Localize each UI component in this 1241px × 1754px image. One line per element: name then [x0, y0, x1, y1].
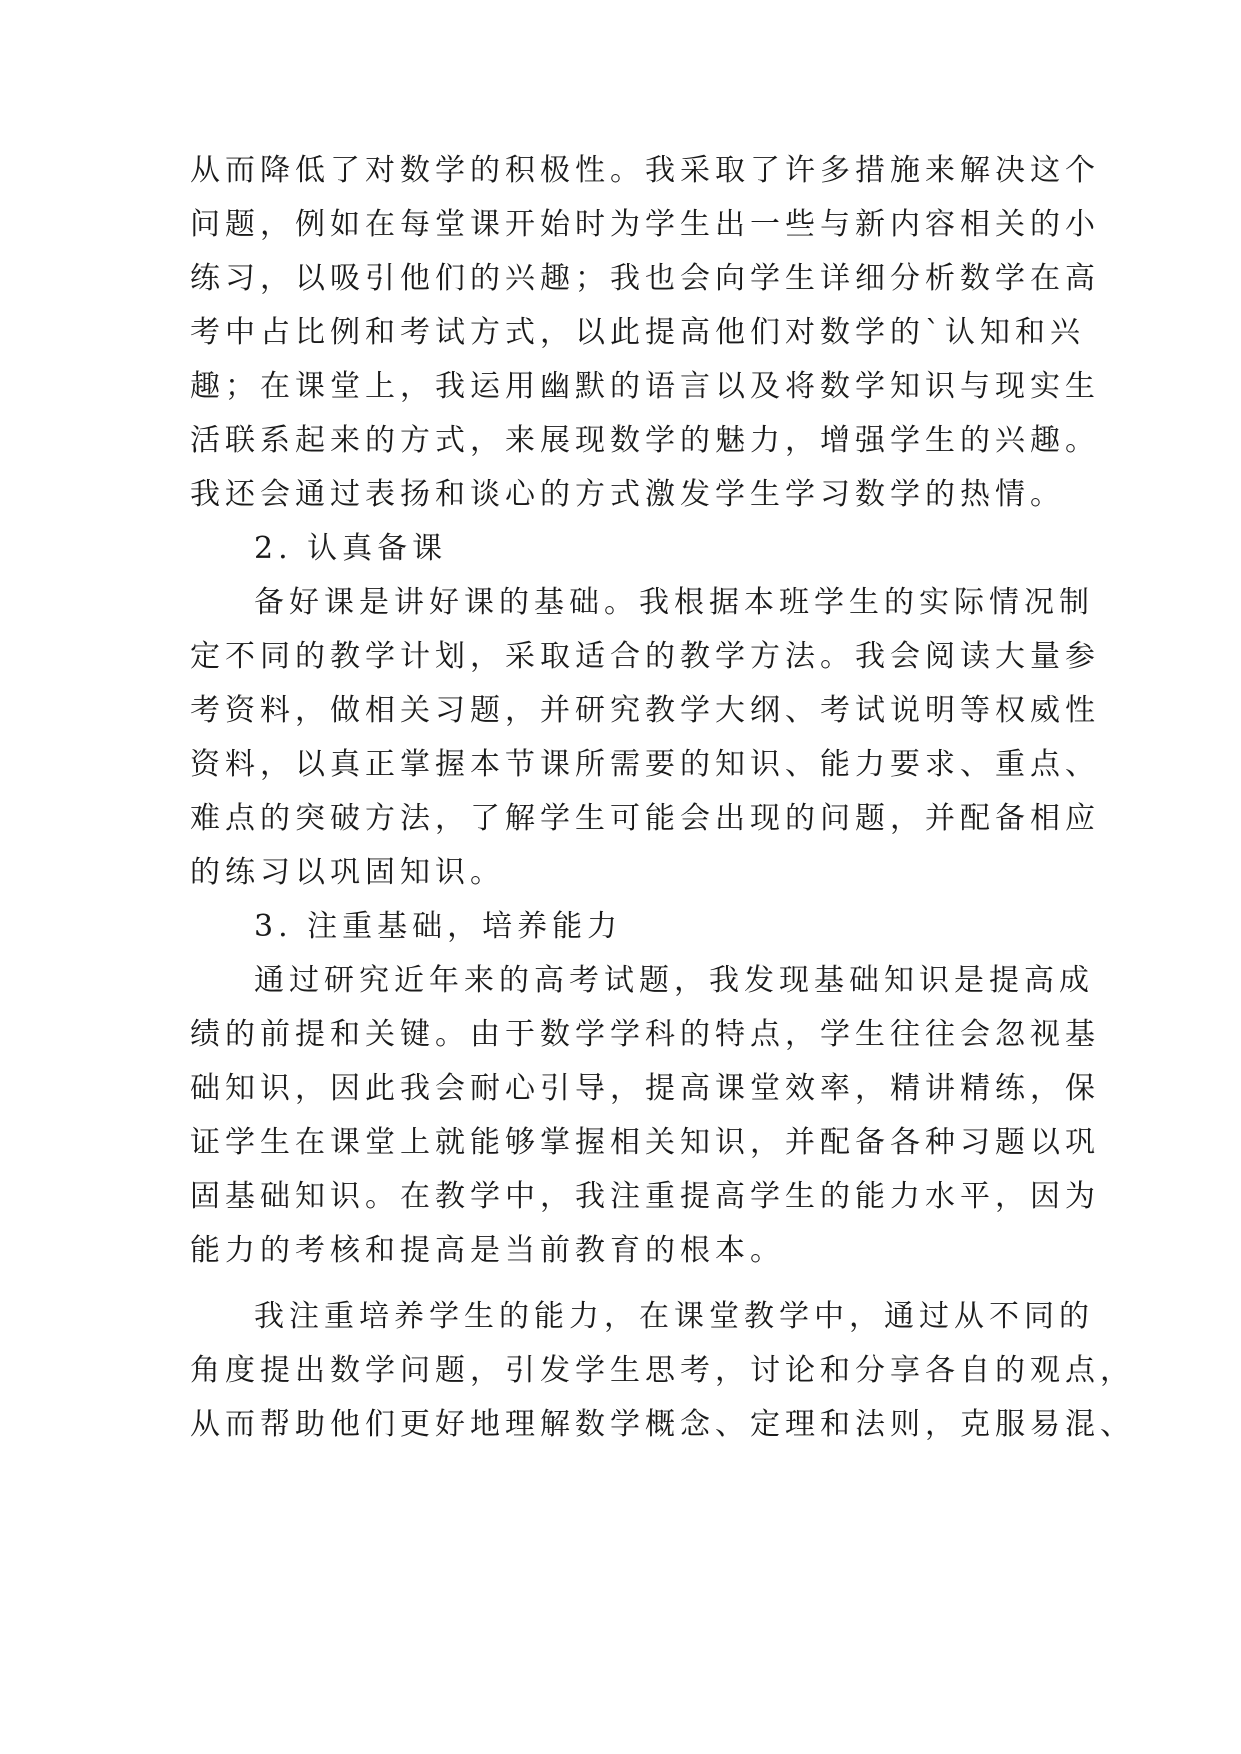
- text-line: 趣；在课堂上，我运用幽默的语言以及将数学知识与现实生: [190, 369, 1100, 404]
- text-line: 角度提出数学问题，引发学生思考，讨论和分享各自的观点，: [190, 1353, 1135, 1388]
- text-line: 资料，以真正掌握本节课所需要的知识、能力要求、重点、: [190, 747, 1100, 782]
- section-heading: 2. 认真备课: [254, 531, 448, 566]
- text-line: 我注重培养学生的能力，在课堂教学中，通过从不同的: [254, 1299, 1094, 1334]
- text-line: 我还会通过表扬和谈心的方式激发学生学习数学的热情。: [190, 477, 1065, 512]
- text-line: 证学生在课堂上就能够掌握相关知识，并配备各种习题以巩: [190, 1125, 1100, 1160]
- text-line: 从而帮助他们更好地理解数学概念、定理和法则，克服易混、: [190, 1407, 1135, 1442]
- text-line: 问题，例如在每堂课开始时为学生出一些与新内容相关的小: [190, 207, 1100, 242]
- text-line: 能力的考核和提高是当前教育的根本。: [190, 1233, 785, 1268]
- text-line: 活联系起来的方式，来展现数学的魅力，增强学生的兴趣。: [190, 423, 1100, 458]
- text-line: 通过研究近年来的高考试题，我发现基础知识是提高成: [254, 963, 1094, 998]
- text-line: 从而降低了对数学的积极性。我采取了许多措施来解决这个: [190, 153, 1100, 188]
- text-line: 考资料，做相关习题，并研究教学大纲、考试说明等权威性: [190, 693, 1100, 728]
- section-heading: 3. 注重基础，培养能力: [254, 909, 623, 944]
- text-line: 的练习以巩固知识。: [190, 855, 505, 890]
- text-line: 定不同的教学计划，采取适合的教学方法。我会阅读大量参: [190, 639, 1100, 674]
- text-line: 绩的前提和关键。由于数学学科的特点，学生往往会忽视基: [190, 1017, 1100, 1052]
- text-line: 考中占比例和考试方式，以此提高他们对数学的`认知和兴: [190, 315, 1085, 350]
- text-line: 练习，以吸引他们的兴趣；我也会向学生详细分析数学在高: [190, 261, 1100, 296]
- text-line: 础知识，因此我会耐心引导，提高课堂效率，精讲精练，保: [190, 1071, 1100, 1106]
- text-line: 备好课是讲好课的基础。我根据本班学生的实际情况制: [254, 585, 1094, 620]
- text-line: 难点的突破方法，了解学生可能会出现的问题，并配备相应: [190, 801, 1100, 836]
- text-line: 固基础知识。在教学中，我注重提高学生的能力水平，因为: [190, 1179, 1100, 1214]
